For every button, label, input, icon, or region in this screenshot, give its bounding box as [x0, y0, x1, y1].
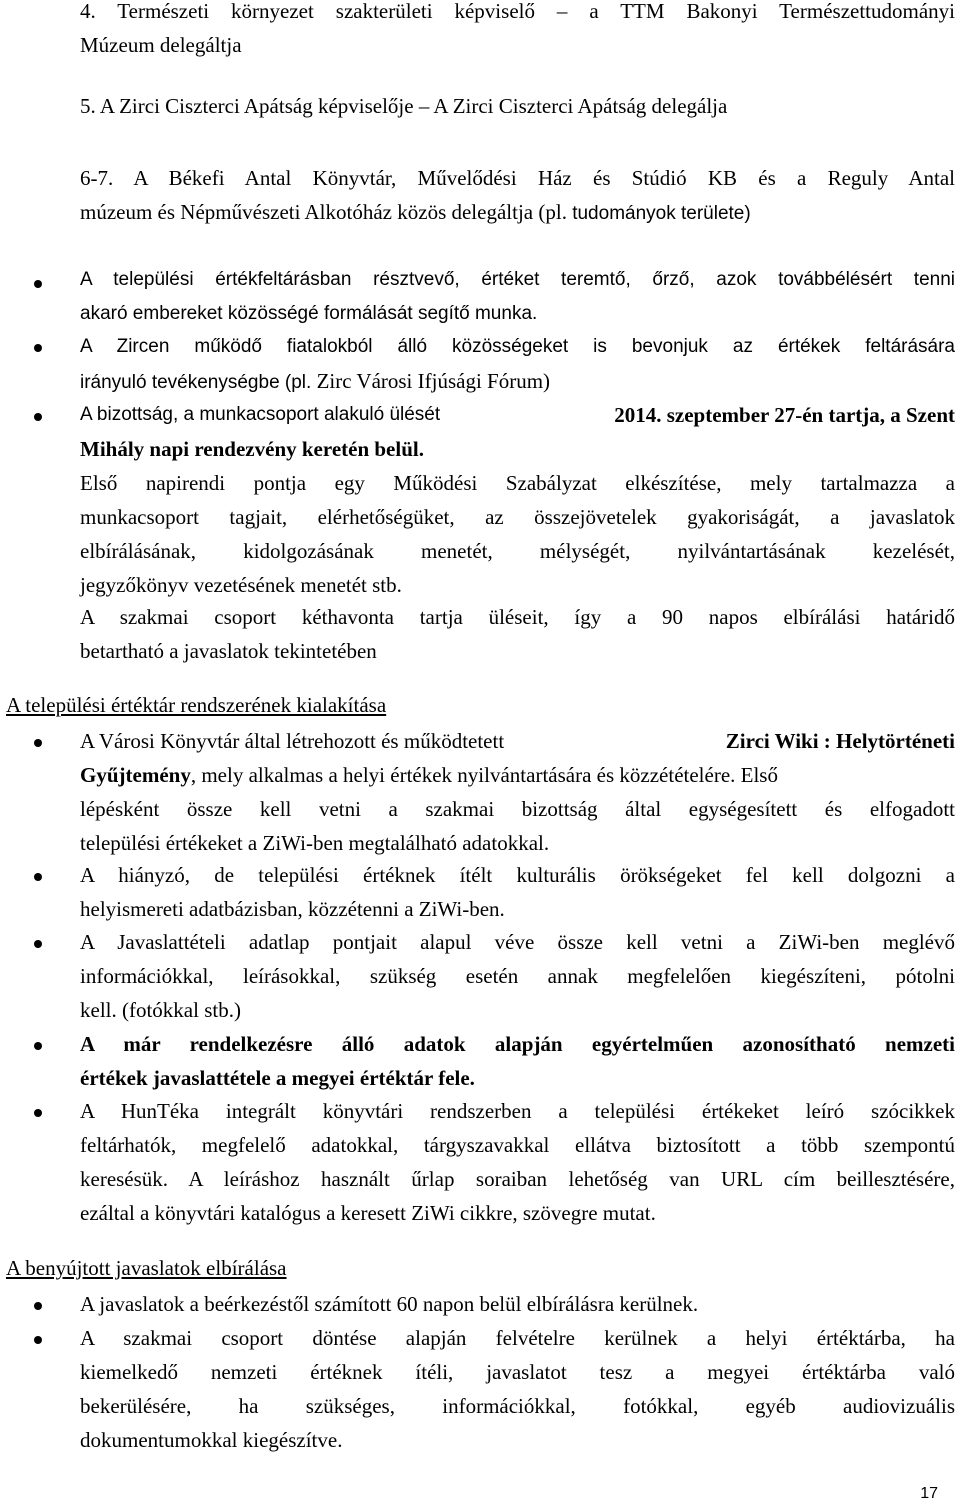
section2-b2-line3: bekerülésére, ha szükséges, információkkal, fotókkal, egyéb audiovizuális	[80, 1394, 955, 1418]
section2-b2-line1: A szakmai csoport döntése alapján felvételre kerülnek a helyi értéktárba, ha	[80, 1326, 955, 1350]
bullet-a2-line1: A Zircen működő fiatalokból álló közösségeket is bevonjuk az értékek feltárására	[80, 336, 955, 357]
section-heading-elbiralas: A benyújtott javaslatok elbírálása	[6, 1256, 287, 1280]
bullet-a2-line2-b: Zirc Városi Ifjúsági Fórum)	[311, 369, 551, 393]
section1-b2-line2: helyismereti adatbázisban, közzétenni a ZiWi-ben.	[80, 897, 505, 921]
list-item-4-line1: 4. Természeti környezet szakterületi képviselő – a TTM Bakonyi Természettudományi	[80, 0, 955, 23]
section1-b1-line3: lépésként össze kell vetni a szakmai bizottság által egységesített és elfogadott	[80, 797, 955, 821]
list-item-67-line2-a: múzeum és Népművészeti Alkotóház közös delegáltja (pl.	[80, 200, 567, 224]
bullet-dot	[34, 873, 42, 881]
list-item-67-line1: 6-7. A Békefi Antal Könyvtár, Művelődési Ház és Stúdió KB és a Reguly Antal	[80, 166, 955, 190]
section1-b4-line1: A már rendelkezésre álló adatok alapján egyértelműen azonosítható nemzeti	[80, 1032, 955, 1056]
page-number: 17	[920, 1485, 938, 1502]
section2-b2-line2: kiemelkedő nemzeti értéknek ítéli, javaslatot tesz a megyei értéktárba való	[80, 1360, 955, 1384]
bullet-a3-line1-b: 2014. szeptember 27-én tartja, a Szent	[614, 403, 955, 427]
bullet-dot	[34, 739, 42, 747]
section1-b5-line2: feltárhatók, megfelelő adatokkal, tárgyszavakkal ellátva biztosított a több szempontú	[80, 1133, 955, 1157]
list-item-67-line2	[80, 195, 751, 231]
section1-b4-line2: értékek javaslattétele a megyei értéktár fele.	[80, 1066, 475, 1090]
bullet-dot	[34, 344, 42, 352]
section1-b1-line2	[80, 758, 778, 792]
section-heading-ertektar: A települési értéktár rendszerének kialakítása	[6, 693, 387, 717]
list-item-5: 5. A Zirci Ciszterci Apátság képviselője – A Zirci Ciszterci Apátság delegálja	[80, 94, 728, 118]
bullet-a3-line1	[80, 398, 955, 432]
bullet-a3-line1-a: A bizottság, a munkacsoport alakuló ülését	[80, 404, 441, 425]
bullet-a2-line2	[80, 364, 550, 400]
section1-b1-line1-b: Zirci Wiki : Helytörténeti	[725, 729, 955, 753]
list-item-67-line2-b: tudományok területe)	[566, 203, 751, 224]
bullet-dot	[34, 1109, 42, 1117]
bullet-dot	[34, 413, 42, 421]
paragraph-2-line1: A szakmai csoport kéthavonta tartja üléseit, így a 90 napos elbírálási határidő	[80, 605, 955, 629]
bullet-a1-line2: akaró embereket közösségé formálását segítő munka.	[80, 303, 538, 324]
bullet-a2-line2-a: irányuló tevékenységbe (pl.	[80, 372, 312, 393]
paragraph-1-line4: jegyzőkönyv vezetésének menetét stb.	[80, 573, 402, 597]
section1-b5-line4: ezáltal a könyvtári katalógus a keresett ZiWi cikkre, szövegre mutat.	[80, 1201, 656, 1225]
section1-b1-line4: települési értékeket a ZiWi-ben megtalálható adatokkal.	[80, 831, 550, 855]
bullet-dot	[34, 280, 42, 288]
section1-b1-line2-b: , mely alkalmas a helyi értékek nyilvántartására és közzétételére. Első	[190, 763, 778, 787]
bullet-a3-line2: Mihály napi rendezvény keretén belül.	[80, 437, 424, 461]
section1-b3-line2: információkkal, leírásokkal, szükség esetén annak megfelelően kiegészíteni, pótolni	[80, 964, 955, 988]
paragraph-1-line3: elbírálásának, kidolgozásának menetét, mélységét, nyilvántartásának kezelését,	[80, 539, 955, 563]
section2-b1: A javaslatok a beérkezéstől számított 60 napon belül elbírálásra kerülnek.	[80, 1292, 699, 1316]
section1-b5-line1: A HunTéka integrált könyvtári rendszerben a települési értékeket leíró szócikkek	[80, 1099, 955, 1123]
section1-b3-line1: A Javaslattételi adatlap pontjait alapul véve össze kell vetni a ZiWi-ben meglévő	[80, 930, 955, 954]
bullet-dot	[34, 1336, 42, 1344]
section1-b1-line1	[80, 724, 955, 758]
paragraph-1-line1: Első napirendi pontja egy Működési Szabályzat elkészítése, mely tartalmazza a	[80, 471, 955, 495]
paragraph-1-line2: munkacsoport tagjait, elérhetőségüket, az összejövetelek gyakoriságát, a javaslatok	[80, 505, 955, 529]
bullet-a1-line1: A települési értékfeltárásban résztvevő, értéket teremtő, őrző, azok továbbélésért tenni	[80, 269, 955, 290]
section2-b2-line4: dokumentumokkal kiegészítve.	[80, 1428, 343, 1452]
section1-b2-line1: A hiányzó, de települési értéknek ítélt kulturális örökségeket fel kell dolgozni a	[80, 863, 955, 887]
section1-b3-line3: kell. (fotókkal stb.)	[80, 998, 241, 1022]
bullet-dot	[34, 940, 42, 948]
bullet-dot	[34, 1042, 42, 1050]
section1-b5-line3: keresésük. A leíráshoz használt űrlap soraiban lehetőség van URL cím beillesztésére,	[80, 1167, 955, 1191]
list-item-4-line2: Múzeum delegáltja	[80, 33, 242, 57]
bullet-dot	[34, 1302, 42, 1310]
section1-b1-line2-a: Gyűjtemény	[80, 763, 191, 787]
section1-b1-line1-a: A Városi Könyvtár által létrehozott és működtetett	[80, 729, 505, 753]
paragraph-2-line2: betartható a javaslatok tekintetében	[80, 639, 377, 663]
